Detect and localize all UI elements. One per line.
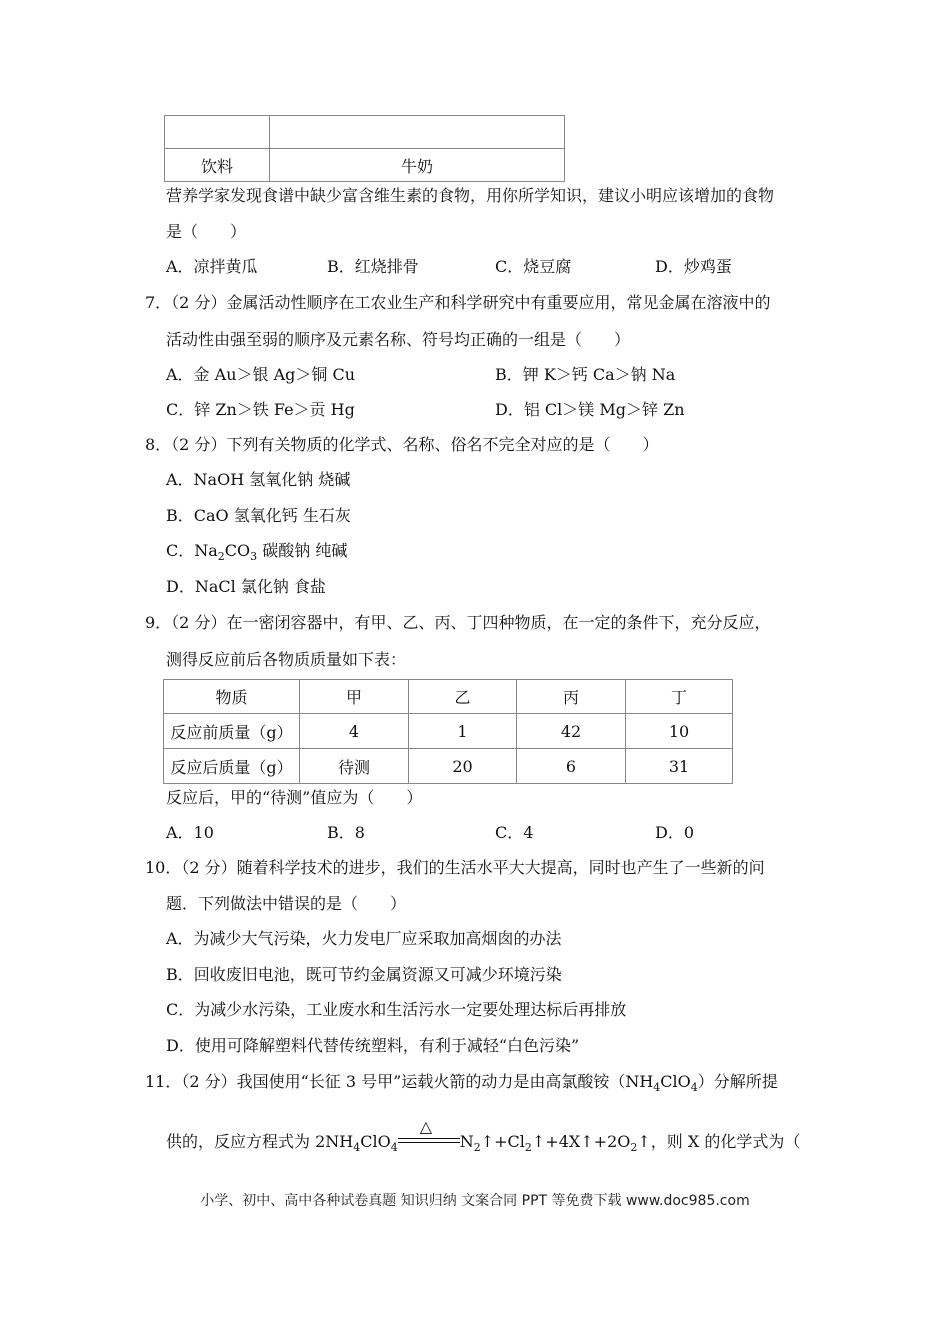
option-d: D．NaCl 氯化钠 食盐 xyxy=(166,577,326,596)
table-header: 丙 xyxy=(517,680,626,714)
subscript: 4 xyxy=(353,1141,361,1155)
option-a: A．金 Au＞银 Ag＞铜 Cu xyxy=(166,365,356,384)
option-text: 碳酸钠 纯碱 xyxy=(257,541,348,560)
option-c: C．4 xyxy=(495,823,534,842)
option-a: A．凉拌黄瓜 xyxy=(166,257,258,276)
table-cell: 31 xyxy=(626,749,733,784)
option-a: A．NaOH 氢氧化钠 烧碱 xyxy=(166,470,351,489)
option-c: C．烧豆腐 xyxy=(495,257,572,276)
table-row xyxy=(164,714,733,749)
option-d: D．0 xyxy=(655,823,695,842)
question-segment: ClO xyxy=(660,1072,691,1091)
option-b: B．8 xyxy=(327,823,365,842)
option-c xyxy=(166,541,347,567)
menu-cell xyxy=(270,116,565,149)
question-text: 7．（2 分）金属活动性顺序在工农业生产和科学研究中有重要应用，常见金属在溶液中的 xyxy=(145,293,771,312)
table-header: 乙 xyxy=(409,680,517,714)
question-segment: ↑，则 X 的化学式为（ xyxy=(637,1132,801,1151)
question-text: 活动性由强至弱的顺序及元素名称、符号均正确的一组是（ ） xyxy=(166,330,631,349)
subscript: 2 xyxy=(217,550,225,564)
option-d: D．炒鸡蛋 xyxy=(655,257,732,276)
option-a: A．10 xyxy=(166,823,214,842)
table-cell: 6 xyxy=(517,749,626,784)
question-text: 9．（2 分）在一密闭容器中，有甲、乙、丙、丁四种物质，在一定的条件下，充分反应， xyxy=(145,613,771,632)
option-b: B．CaO 氢氧化钙 生石灰 xyxy=(166,506,351,525)
subscript: 2 xyxy=(473,1141,481,1155)
table-cell: 42 xyxy=(517,714,626,749)
table-cell: 反应后质量（g） xyxy=(164,749,300,784)
question-text: 是（ ） xyxy=(166,222,247,241)
question-text xyxy=(145,1072,778,1098)
reaction-condition-sign xyxy=(398,1117,460,1151)
subscript: 4 xyxy=(390,1141,398,1155)
option-c: C．为减少水污染，工业废水和生活污水一定要处理达标后再排放 xyxy=(166,1000,627,1019)
mass-table xyxy=(163,679,733,784)
menu-cell: 饮料 xyxy=(165,149,270,182)
table-cell: 待测 xyxy=(300,749,409,784)
option-c: C．锌 Zn＞铁 Fe＞贡 Hg xyxy=(166,400,355,419)
question-segment: N xyxy=(459,1132,474,1151)
heat-triangle-icon: △ xyxy=(419,1117,433,1136)
question-segment: ↑+Cl xyxy=(480,1132,525,1151)
question-text: 反应后，甲的“待测”值应为（ ） xyxy=(166,788,423,807)
menu-table xyxy=(164,115,565,182)
question-text xyxy=(166,1117,801,1158)
question-text: 营养学家发现食谱中缺少富含维生素的食物，用你所学知识，建议小明应该增加的食物 xyxy=(166,186,775,205)
table-cell: 20 xyxy=(409,749,517,784)
question-text: 10．（2 分）随着科学技术的进步，我们的生活水平大大提高，同时也产生了一些新的问 xyxy=(145,858,765,877)
option-b: B．钾 K＞钙 Ca＞钠 Na xyxy=(495,365,676,384)
option-b: B．红烧排骨 xyxy=(327,257,419,276)
option-d: D．使用可降解塑料代替传统塑料，有利于减轻“白色污染” xyxy=(166,1036,580,1055)
table-header: 丁 xyxy=(626,680,733,714)
subscript: 4 xyxy=(690,1081,698,1095)
table-cell: 4 xyxy=(300,714,409,749)
page-footer: 小学、初中、高中各种试卷真题 知识归纳 文案合同 PPT 等免费下载 www.doc985.com xyxy=(200,1193,750,1209)
table-row xyxy=(164,749,733,784)
subscript: 2 xyxy=(630,1141,638,1155)
question-segment: 供的，反应方程式为 2NH xyxy=(166,1132,354,1151)
question-text: 测得反应前后各物质质量如下表： xyxy=(166,650,407,669)
option-a: A．为减少大气污染，火力发电厂应采取加高烟囱的办法 xyxy=(166,929,562,948)
menu-cell: 牛奶 xyxy=(270,149,565,182)
question-segment: ）分解所提 xyxy=(697,1072,778,1091)
question-segment: ClO xyxy=(360,1132,391,1151)
question-segment: 11．（2 分）我国使用“长征 3 号甲”运载火箭的动力是由高氯酸铵（NH xyxy=(145,1072,654,1091)
table-cell: 10 xyxy=(626,714,733,749)
subscript: 4 xyxy=(653,1081,661,1095)
option-text: CO xyxy=(224,541,251,560)
question-text: 题．下列做法中错误的是（ ） xyxy=(166,894,407,913)
menu-cell xyxy=(165,116,270,149)
option-text: C．Na xyxy=(166,541,218,560)
subscript: 2 xyxy=(524,1141,532,1155)
question-segment: ↑+4X↑+2O xyxy=(531,1132,631,1151)
option-b: B．回收废旧电池，既可节约金属资源又可减少环境污染 xyxy=(166,965,562,984)
table-header: 甲 xyxy=(300,680,409,714)
table-header: 物质 xyxy=(164,680,300,714)
table-cell: 1 xyxy=(409,714,517,749)
question-text: 8．（2 分）下列有关物质的化学式、名称、俗名不完全对应的是（ ） xyxy=(145,435,659,454)
option-d: D．铝 Cl＞镁 Mg＞锌 Zn xyxy=(495,400,685,419)
table-cell: 反应前质量（g） xyxy=(164,714,300,749)
subscript: 3 xyxy=(250,550,258,564)
